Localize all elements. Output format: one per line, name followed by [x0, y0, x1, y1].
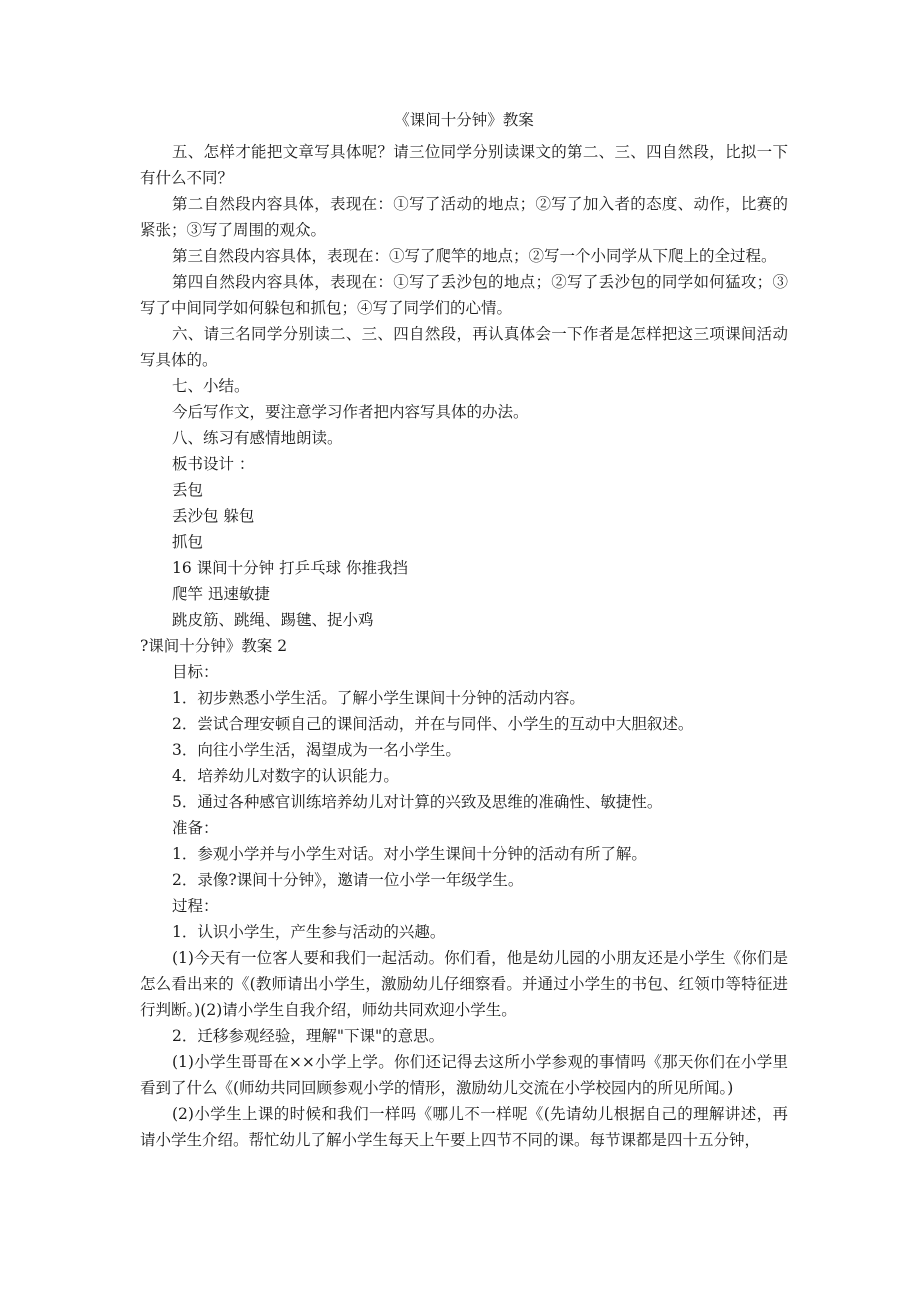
paragraph: 爬竿 迅速敏捷 [172, 585, 270, 603]
paragraph: 六、请三名同学分别读二、三、四自然段，再认真体会一下作者是怎样把这三项课间活动写具体的。 [140, 325, 788, 369]
paragraph: 2．迁移参观经验，理解"下课"的意思。 [172, 1027, 445, 1045]
paragraph: 目标： [172, 663, 219, 681]
paragraph: 16 课间十分钟 打乒乓球 你推我挡 [172, 559, 409, 577]
paragraph: (1)今天有一位客人要和我们一起活动。你们看，他是幼儿园的小朋友还是小学生《你们是怎么看出来的《(教师请出小学生，激励幼儿仔细察看。并通过小学生的书包、红领巾等特征进行判断。)(2)请小学生自我介绍，师幼共同欢迎小学生。 [140, 949, 788, 1019]
paragraph: 第三自然段内容具体，表现在：①写了爬竿的地点；②写一个小同学从下爬上的全过程。 [172, 247, 777, 265]
paragraph: 抓包 [172, 533, 204, 551]
paragraph: 五、怎样才能把文章写具体呢？请三位同学分别读课文的第二、三、四自然段，比拟一下有什么不同？ [140, 143, 788, 187]
paragraph: (1)小学生哥哥在××小学上学。你们还记得去这所小学参观的事情吗《那天你们在小学里看到了什么《(师幼共同回顾参观小学的情形，激励幼儿交流在小学校园内的所见所闻。) [140, 1053, 788, 1097]
paragraph: 准备： [172, 819, 219, 837]
paragraph: 今后写作文，要注意学习作者把内容写具体的办法。 [172, 403, 529, 421]
paragraph: 2．录像?课间十分钟》，邀请一位小学一年级学生。 [172, 871, 524, 889]
paragraph: ?课间十分钟》教案 2 [140, 637, 288, 655]
paragraph: 2．尝试合理安顿自己的课间活动，并在与同伴、小学生的互动中大胆叙述。 [172, 715, 694, 733]
paragraph: 跳皮筋、跳绳、踢毽、捉小鸡 [172, 611, 374, 629]
paragraph: (2)小学生上课的时候和我们一样吗《哪儿不一样呢《(先请幼儿根据自己的理解讲述，再请小学生介绍。帮忙幼儿了解小学生每天上午要上四节不同的课。每节课都是四十五分钟， [140, 1105, 788, 1149]
paragraph: 1．参观小学并与小学生对话。对小学生课间十分钟的活动有所了解。 [172, 845, 647, 863]
paragraph: 3．向往小学生活，渴望成为一名小学生。 [172, 741, 461, 759]
paragraph: 第四自然段内容具体，表现在：①写了丢沙包的地点；②写了丢沙包的同学如何猛攻；③写了中间同学如何躲包和抓包；④写了同学们的心情。 [140, 273, 788, 317]
paragraph: 5．通过各种感官训练培养幼儿对计算的兴致及思维的准确性、敏捷性。 [172, 793, 663, 811]
document-page [140, 108, 788, 1153]
paragraph: 七、小结。 [172, 377, 250, 395]
document-title: 《课间十分钟》教案 [394, 111, 534, 129]
document-body [140, 139, 788, 1153]
paragraph: 4．培养幼儿对数字的认识能力。 [172, 767, 399, 785]
paragraph: 1．认识小学生，产生参与活动的兴趣。 [172, 923, 446, 941]
paragraph: 过程： [172, 897, 219, 915]
paragraph: 板书设计 ： [172, 455, 255, 473]
paragraph: 丢沙包 躲包 [172, 507, 255, 525]
paragraph: 第二自然段内容具体，表现在：①写了活动的地点；②写了加入者的态度、动作，比赛的紧张；③写了周围的观众。 [140, 195, 788, 239]
paragraph: 八、练习有感情地朗读。 [172, 429, 343, 447]
paragraph: 丢包 [172, 481, 204, 499]
paragraph: 1．初步熟悉小学生活。了解小学生课间十分钟的活动内容。 [172, 689, 585, 707]
